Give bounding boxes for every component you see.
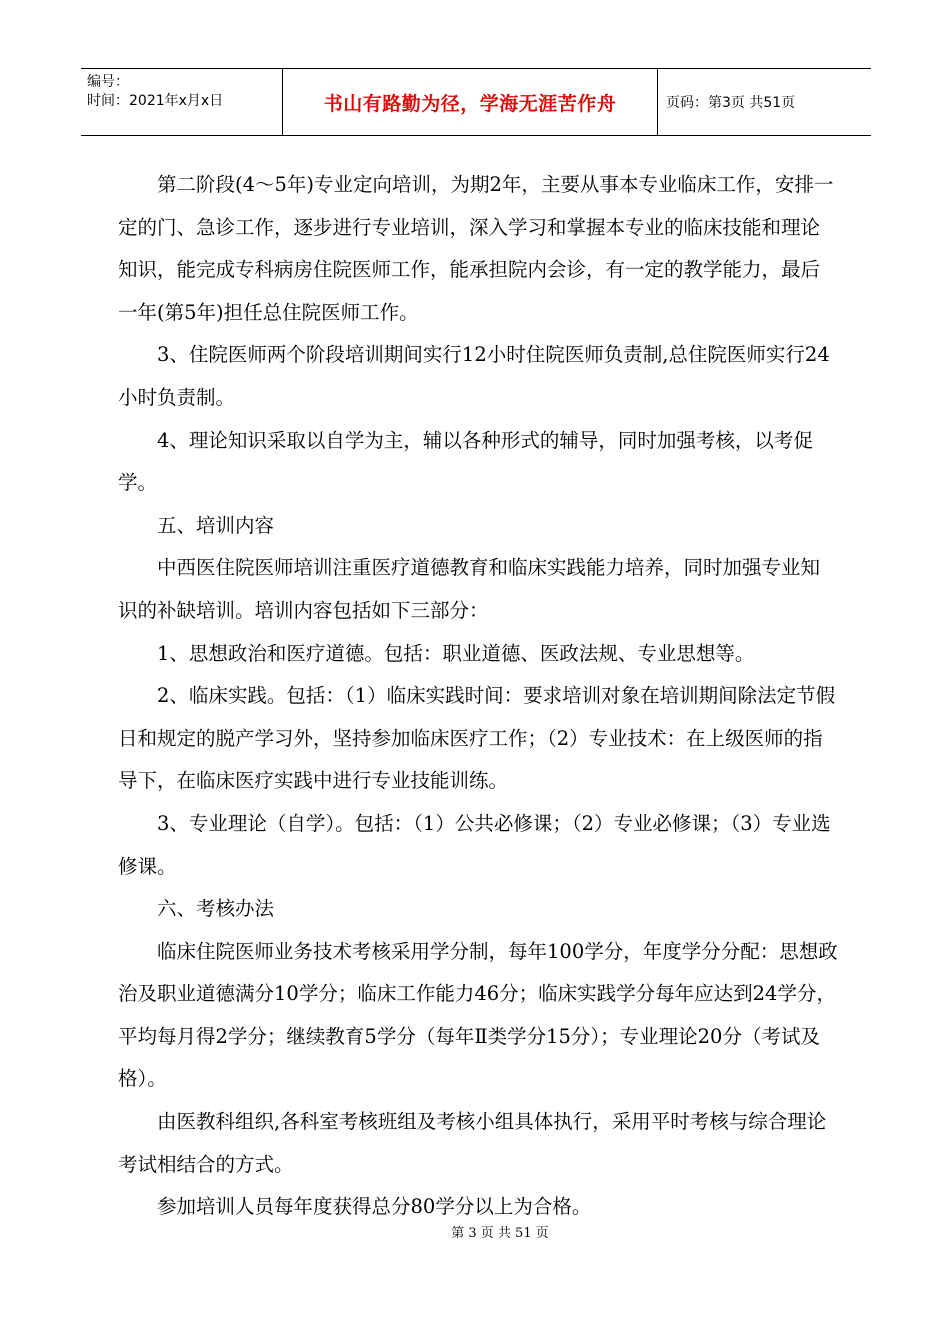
paragraph-content-2: 2、临床实践。包括：（1）临床实践时间：要求培训对象在培训期间除法定节假日和规定的脱产学习外，坚持参加临床医疗工作；（2）专业技术：在上级医师的指导下，在临床医疗实践中进行专业技能训练。 xyxy=(118,684,836,793)
page-footer: 第 3 页 共 51 页 xyxy=(451,1226,549,1241)
header-time-label: 时间：2021年x月x日 xyxy=(87,93,224,109)
paragraph-assessment-organization: 由医教科组织,各科室考核班组及考核小组具体执行，采用平时考核与综合理论考试相结合的方式。 xyxy=(118,1110,827,1176)
paragraph-training-intro: 中西医住院医师培训注重医疗道德教育和临床实践能力培养，同时加强专业知识的补缺培训。培训内容包括如下三部分： xyxy=(118,556,821,622)
paragraph-assessment-pass: 参加培训人员每年度获得总分80学分以上为合格。 xyxy=(157,1195,592,1219)
paragraph-item-4: 4、理论知识采取以自学为主，辅以各种形式的辅导，同时加强考核，以考促学。 xyxy=(118,428,813,495)
header-number-label: 编号： xyxy=(87,74,129,90)
paragraph-content-1: 1、思想政治和医疗道德。包括：职业道德、医政法规、专业思想等。 xyxy=(157,641,755,665)
header-motto: 书山有路勤为径，学海无涯苦作舟 xyxy=(283,69,658,135)
paragraph-stage-two: 第二阶段(4～5年)专业定向培训，为期2年，主要从事本专业临床工作，安排一定的门、急诊工作，逐步进行专业培训，深入学习和掌握本专业的临床技能和理论知识，能完成专科病房住院医师工作，能承担院内会诊，有一定的教学能力，最后一年(第5年)担任总住院医师工作。 xyxy=(118,173,834,324)
header-page-info: 页码：第3页 共51页 xyxy=(666,95,796,111)
page-header xyxy=(81,68,871,136)
section-heading-assessment: 六、考核办法 xyxy=(157,897,275,921)
paragraph-item-3: 3、住院医师两个阶段培训期间实行12小时住院医师负责制,总住院医师实行24小时负责制。 xyxy=(118,343,830,409)
paragraph-content-3: 3、专业理论（自学）。包括：（1）公共必修课；（2）专业必修课；（3）专业选修课。 xyxy=(118,811,831,878)
document-body xyxy=(118,164,838,1229)
header-meta xyxy=(81,69,283,135)
section-heading-training-content: 五、培训内容 xyxy=(157,513,275,537)
paragraph-assessment-credits: 临床住院医师业务技术考核采用学分制，每年100学分，年度学分分配：思想政治及职业道德满分10学分；临床工作能力46分；临床实践学分每年应达到24学分，平均每月得2学分；继续教育5学分（每年Ⅱ类学分15分）；专业理论20分（考试及格）。 xyxy=(118,939,838,1091)
